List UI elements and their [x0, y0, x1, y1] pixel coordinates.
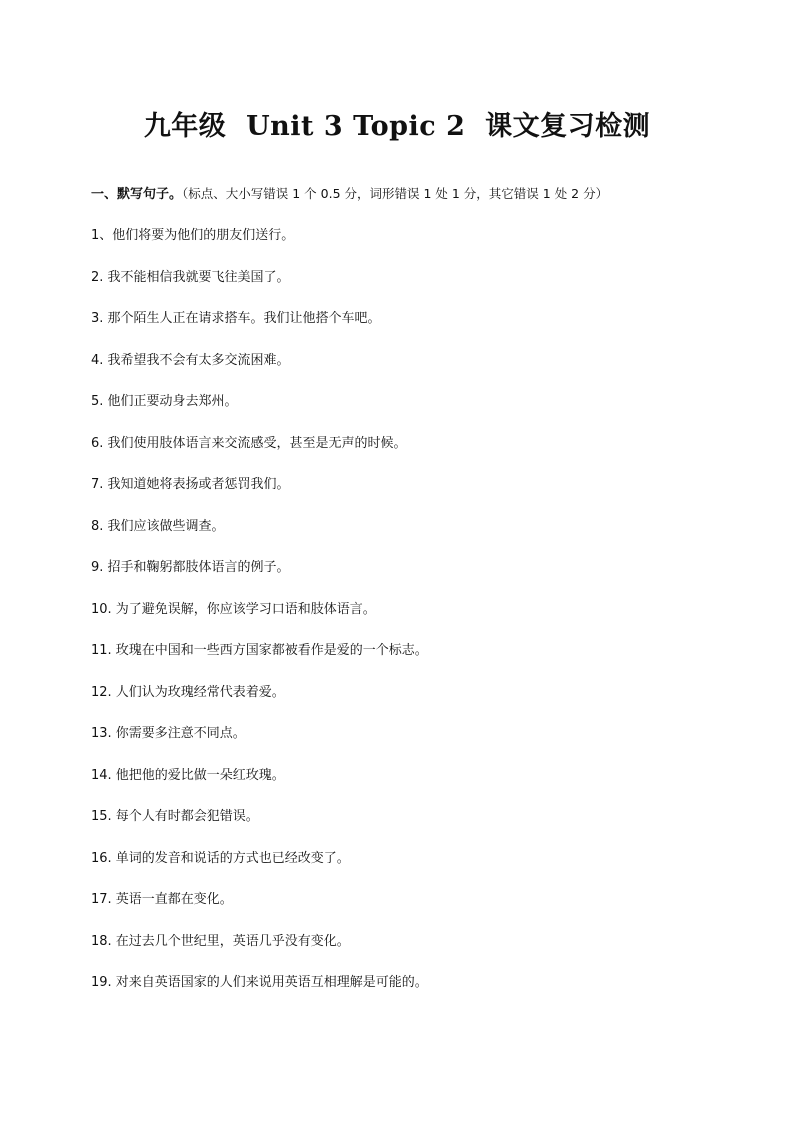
- list-item: 11. 玫瑰在中国和一些西方国家都被看作是爱的一个标志。: [91, 643, 428, 658]
- list-item: 19. 对来自英语国家的人们来说用英语互相理解是可能的。: [91, 975, 428, 990]
- list-item: 16. 单词的发音和说话的方式也已经改变了。: [91, 850, 350, 866]
- list-item: 3. 那个陌生人正在请求搭车。我们让他搭个车吧。: [91, 311, 381, 326]
- page-title: 九年级 Unit 3 Topic 2 课文复习检测: [143, 111, 651, 142]
- list-item: 12. 人们认为玫瑰经常代表着爱。: [91, 684, 285, 700]
- list-item: 2. 我不能相信我就要飞往美国了。: [91, 269, 290, 285]
- list-item: 10. 为了避免误解，你应该学习口语和肢体语言。: [91, 601, 376, 617]
- list-item: 6. 我们使用肢体语言来交流感受，甚至是无声的时候。: [91, 435, 407, 451]
- list-item: 1、他们将要为他们的朋友们送行。: [91, 228, 295, 243]
- section-heading-label: 一、默写句子。: [91, 187, 183, 202]
- list-item: 8. 我们应该做些调查。: [91, 518, 225, 534]
- section-heading: [91, 183, 608, 202]
- list-item: 9. 招手和鞠躬都肢体语言的例子。: [91, 560, 290, 575]
- list-item: 18. 在过去几个世纪里，英语几乎没有变化。: [91, 933, 350, 949]
- list-item: 13. 你需要多注意不同点。: [91, 726, 246, 741]
- list-item: 7. 我知道她将表扬或者惩罚我们。: [91, 477, 290, 492]
- list-item: 4. 我希望我不会有太多交流困难。: [91, 352, 290, 368]
- scoring-note: （标点、大小写错误 1 个 0.5 分，词形错误 1 处 1 分，其它错误 1 处 2 分）: [182, 186, 609, 201]
- list-item: 14. 他把他的爱比做一朵红玫瑰。: [91, 767, 285, 783]
- list-item: 5. 他们正要动身去郑州。: [91, 394, 238, 409]
- list-item: 17. 英语一直都在变化。: [91, 892, 233, 907]
- list-item: 15. 每个人有时都会犯错误。: [91, 809, 259, 824]
- sentence-list: [91, 226, 428, 1015]
